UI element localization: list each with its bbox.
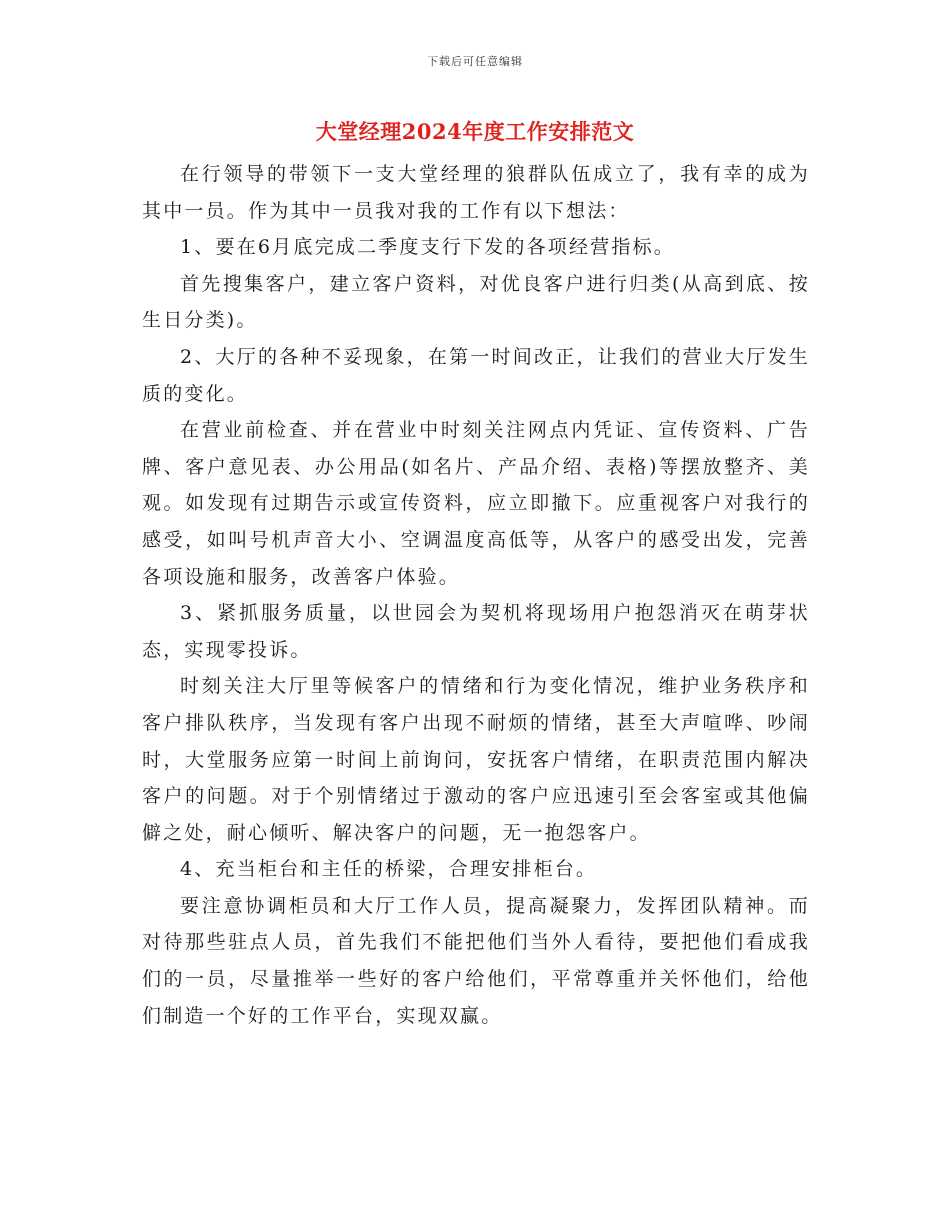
paragraph: 在营业前检查、并在营业中时刻关注网点内凭证、宣传资料、广告牌、客户意见表、办公用品(如名片、产品介绍、表格)等摆放整齐、美观。如发现有过期告示或宣传资料，应立即撤下。应重视客户对我行的感受，如叫号机声音大小、空调温度高低等，从客户的感受出发，完善各项设施和服务，改善客户体验。: [142, 419, 810, 588]
paragraph: 1、要在6月底完成二季度支行下发的各项经营指标。: [180, 236, 675, 259]
paragraph: 2、大厅的各种不妥现象，在第一时间改正，让我们的营业大厅发生质的变化。: [142, 345, 810, 405]
document-title: 大堂经理2024年度工作安排范文: [315, 119, 635, 144]
paragraph: 时刻关注大厅里等候客户的情绪和行为变化情况，维护业务秩序和客户排队秩序，当发现有客户出现不耐烦的情绪，甚至大声喧哗、吵闹时，大堂服务应第一时间上前询问，安抚客户情绪，在职责范围内解决客户的问题。对于个别情绪过于激动的客户应迅速引至会客室或其他偏僻之处，耐心倾听、解决客户的问题，无一抱怨客户。: [142, 675, 810, 844]
paragraph: 在行领导的带领下一支大堂经理的狼群队伍成立了，我有幸的成为其中一员。作为其中一员我对我的工作有以下想法：: [142, 163, 810, 222]
paragraph: 4、充当柜台和主任的桥梁，合理安排柜台。: [180, 858, 598, 881]
paragraph: 3、紧抓服务质量，以世园会为契机将现场用户抱怨消灭在萌芽状态，实现零投诉。: [142, 602, 810, 661]
header-note: 下载后可任意编辑: [427, 55, 523, 68]
document-body: [142, 156, 810, 1034]
paragraph: 要注意协调柜员和大厅工作人员，提高凝聚力，发挥团队精神。而对待那些驻点人员，首先我们不能把他们当外人看待，要把他们看成我们的一员，尽量推举一些好的客户给他们，平常尊重并关怀他们，给他们制造一个好的工作平台，实现双赢。: [142, 894, 810, 1027]
paragraph: 首先搜集客户，建立客户资料，对优良客户进行归类(从高到底、按生日分类)。: [142, 272, 810, 332]
